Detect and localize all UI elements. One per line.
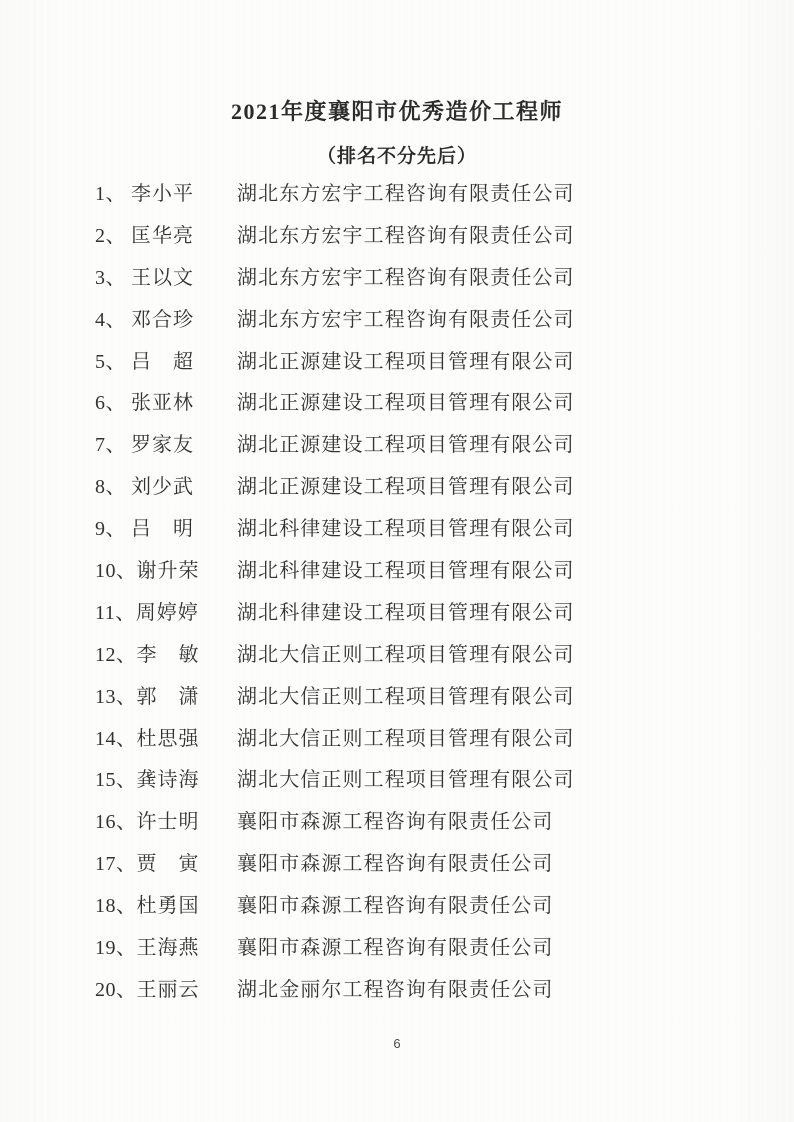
entry-company: 湖北东方宏宇工程咨询有限责任公司: [237, 224, 575, 247]
list-item: [0, 802, 794, 844]
entry-company: 湖北大信正则工程项目管理有限公司: [237, 685, 575, 708]
entry-name: 邓合珍: [131, 308, 194, 331]
entry-company: 湖北金丽尔工程咨询有限责任公司: [237, 978, 554, 1001]
list-item: [0, 467, 794, 509]
list-item: [0, 425, 794, 467]
entry-number: 6、: [95, 392, 126, 415]
list-item: [0, 635, 794, 677]
entry-company: 湖北科律建设工程项目管理有限公司: [237, 518, 575, 541]
entry-name: 谢升荣: [136, 560, 200, 583]
list-item: [0, 342, 794, 384]
entry-company: 襄阳市森源工程咨询有限责任公司: [237, 937, 554, 960]
entry-name: 吕 超: [131, 350, 194, 373]
entry-number: 17、: [95, 853, 137, 876]
entry-name: 罗家友: [131, 434, 194, 457]
entry-company: 湖北正源建设工程项目管理有限公司: [237, 350, 575, 373]
list-item: [0, 928, 794, 970]
entry-company: 湖北正源建设工程项目管理有限公司: [237, 476, 575, 499]
list-item: [0, 886, 794, 928]
list-item: [0, 509, 794, 551]
entry-number: 2、: [95, 224, 126, 247]
entry-name: 李 敏: [136, 643, 200, 666]
entry-name: 王海燕: [136, 937, 200, 960]
list-item: [0, 383, 794, 425]
entry-number: 1、: [95, 183, 126, 205]
entry-company: 湖北东方宏宇工程咨询有限责任公司: [237, 183, 575, 205]
list-item: [0, 174, 794, 216]
page-number: 6: [393, 1036, 401, 1051]
entry-company: 湖北科律建设工程项目管理有限公司: [237, 601, 575, 624]
entry-number: 4、: [95, 308, 126, 331]
entry-company: 湖北东方宏宇工程咨询有限责任公司: [237, 266, 575, 289]
list-item: [0, 844, 794, 886]
list-item: [0, 300, 794, 342]
entry-number: 14、: [95, 727, 137, 750]
entry-company: 湖北东方宏宇工程咨询有限责任公司: [237, 308, 575, 331]
entry-company: 湖北大信正则工程项目管理有限公司: [237, 643, 575, 666]
entry-company: 襄阳市森源工程咨询有限责任公司: [237, 811, 554, 834]
list-item: [0, 593, 794, 635]
list-item: [0, 760, 794, 802]
entry-company: 湖北科律建设工程项目管理有限公司: [237, 560, 575, 583]
entry-number: 3、: [95, 266, 126, 289]
entry-company: 襄阳市森源工程咨询有限责任公司: [237, 853, 554, 876]
entry-number: 18、: [95, 895, 137, 918]
entry-number: 15、: [95, 769, 137, 792]
list-item: [0, 551, 794, 593]
entry-number: 9、: [95, 518, 126, 541]
engineer-list: [0, 174, 794, 1012]
entry-name: 龚诗海: [136, 769, 200, 792]
entry-number: 11、: [95, 601, 136, 624]
entry-name: 李小平: [131, 183, 194, 205]
page-title: 2021年度襄阳市优秀造价工程师: [230, 99, 563, 124]
entry-number: 12、: [95, 643, 137, 666]
entry-number: 7、: [95, 434, 126, 457]
entry-name: 周婷婷: [135, 601, 199, 624]
entry-company: 襄阳市森源工程咨询有限责任公司: [237, 895, 554, 918]
list-item: [0, 677, 794, 719]
list-item: [0, 216, 794, 258]
entry-name: 吕 明: [131, 518, 194, 541]
entry-name: 王丽云: [136, 978, 200, 1001]
entry-company: 湖北正源建设工程项目管理有限公司: [237, 392, 575, 415]
entry-number: 16、: [95, 811, 137, 834]
entry-name: 王以文: [131, 266, 194, 289]
entry-company: 湖北大信正则工程项目管理有限公司: [237, 769, 575, 792]
entry-number: 10、: [95, 560, 137, 583]
list-item: [0, 258, 794, 300]
entry-number: 5、: [95, 350, 126, 373]
entry-number: 19、: [95, 937, 137, 960]
entry-name: 郭 潇: [136, 685, 200, 708]
entry-company: 湖北正源建设工程项目管理有限公司: [237, 434, 575, 457]
entry-company: 湖北大信正则工程项目管理有限公司: [237, 727, 575, 750]
entry-name: 刘少武: [131, 476, 194, 499]
entry-number: 20、: [95, 978, 137, 1001]
page-subtitle: （排名不分先后）: [316, 146, 477, 167]
list-item: [0, 719, 794, 761]
entry-name: 张亚林: [131, 392, 194, 415]
entry-number: 8、: [95, 476, 126, 499]
entry-number: 13、: [95, 685, 137, 708]
entry-name: 匡华亮: [131, 224, 194, 247]
entry-name: 许士明: [136, 811, 200, 834]
list-item: [0, 970, 794, 1012]
entry-name: 杜勇国: [136, 895, 200, 918]
entry-name: 贾 寅: [136, 853, 200, 876]
entry-name: 杜思强: [136, 727, 200, 750]
